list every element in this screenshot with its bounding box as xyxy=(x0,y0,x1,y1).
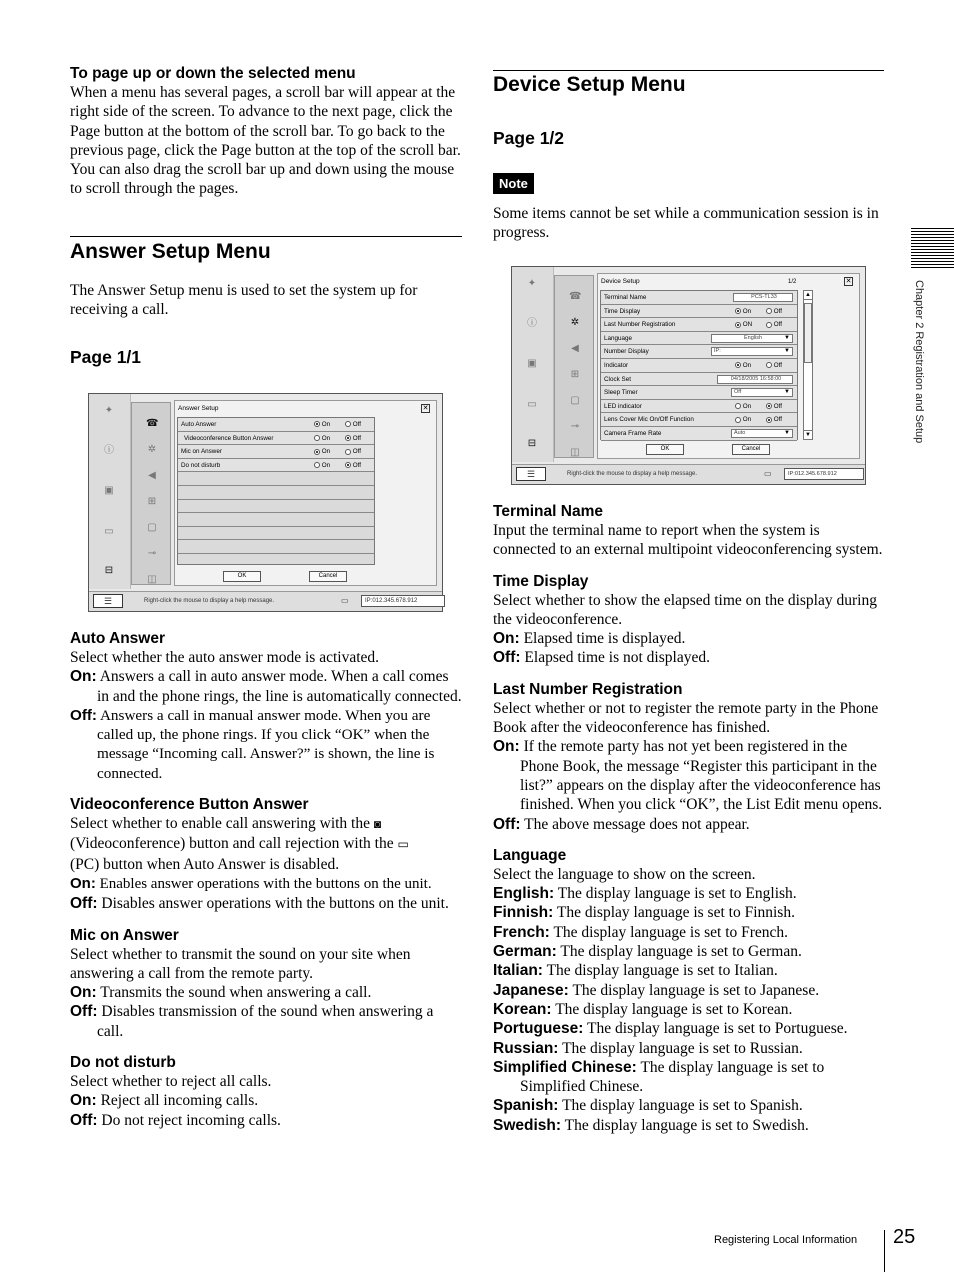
camera-icon: ✦ xyxy=(527,278,537,289)
cancel-button[interactable]: Cancel xyxy=(732,444,770,455)
language-item: Spanish: The display language is set to Spanish. xyxy=(493,1097,803,1115)
chapter-tab-label: Chapter 2 Registration and Setup xyxy=(913,280,925,444)
vc-button-heading: Videoconference Button Answer xyxy=(70,796,309,814)
info-icon: ⓘ xyxy=(104,445,114,456)
gear-icon: ✲ xyxy=(570,317,580,328)
ok-button[interactable]: OK xyxy=(223,571,261,582)
dropdown-icon: ▼ xyxy=(784,348,790,355)
language-item: Simplified Chinese: The display language is set to Simplified Chinese. xyxy=(493,1058,825,1096)
device-descriptions xyxy=(493,502,885,1135)
language-item: Swedish: The display language is set to Swedish. xyxy=(493,1116,809,1134)
last-number-on: On: If the remote party has not yet been registered in the Phone Book, the message “Register this participant in the list?” appears on the display after the videoconference has finished. When you click “OK”, the List Edit menu opens. xyxy=(493,738,883,814)
time-display-desc: Select whether to show the elapsed time on the display during the videoconference. xyxy=(493,591,877,628)
panel-title: Device Setup xyxy=(601,278,640,285)
help-message: Right-click the mouse to display a help message. xyxy=(144,598,275,604)
answer-page-label: Page 1/1 xyxy=(70,347,142,367)
dnd-heading: Do not disturb xyxy=(70,1054,176,1072)
answer-setup-screenshot xyxy=(88,393,443,612)
panel-title: Answer Setup xyxy=(178,405,219,412)
camera-icon: ✦ xyxy=(104,405,114,416)
answer-descriptions xyxy=(70,629,462,1130)
list-item[interactable]: LED indicator On Off xyxy=(601,400,797,414)
last-number-off: Off: The above message does not appear. xyxy=(493,815,750,833)
footer-section: Registering Local Information xyxy=(714,1234,858,1246)
close-icon[interactable]: ✕ xyxy=(422,405,429,412)
auto-answer-on: On: Answers a call in auto answer mode. When a call comes in and the phone rings, the line is automatically connected. xyxy=(70,668,462,705)
speaker-icon: ◀ xyxy=(571,343,579,354)
menu-list-icon[interactable]: ☰ xyxy=(93,594,123,608)
page-nav-text: When a menu has several pages, a scroll bar will appear at the right side of the screen. To advance to the next page, click the Page button at the bottom of the scroll bar. To go back to the previous page, click the Page button at the top of the scroll bar. You can also drag the scroll bar up and down using the mouse to scroll through the pages. xyxy=(70,84,461,198)
time-display-off: Off: Elapsed time is not displayed. xyxy=(493,649,710,667)
language-list xyxy=(493,884,885,1135)
mic-desc: Select whether to transmit the sound on your site when answering a call from the remote party. xyxy=(70,945,411,982)
picture-icon: ▣ xyxy=(527,358,537,369)
section-rule xyxy=(70,236,462,237)
screenshot-submenu xyxy=(554,275,594,458)
language-item: Japanese: The display language is set to Japanese. xyxy=(493,981,820,999)
mic-off: Off: Disables transmission of the sound when answering a call. xyxy=(70,1003,434,1040)
display-icon: ▢ xyxy=(147,522,157,533)
answer-setup-list xyxy=(177,417,375,565)
list-item[interactable]: Videoconference Button Answer On Off xyxy=(178,432,374,446)
phone-icon: ☎ xyxy=(146,418,159,429)
gear-icon: ✲ xyxy=(147,444,157,455)
scrollbar[interactable] xyxy=(803,290,813,440)
vc-button-off: Off: Disables answer operations with the buttons on the unit. xyxy=(70,895,449,913)
list-item[interactable]: Clock Set 04/18/2005 16:58:00 xyxy=(601,373,797,387)
empty-row xyxy=(178,500,374,514)
language-item: Portuguese: The display language is set to Portuguese. xyxy=(493,1020,848,1038)
dnd-off: Off: Do not reject incoming calls. xyxy=(70,1111,281,1129)
list-item[interactable]: Time Display On Off xyxy=(601,305,797,319)
device-setup-list xyxy=(600,290,798,440)
info-icon: ⓘ xyxy=(527,318,537,329)
list-item[interactable]: Indicator On Off xyxy=(601,359,797,373)
answer-setup-title: Answer Setup Menu xyxy=(70,240,271,263)
page-up-icon[interactable]: ▲ xyxy=(805,292,811,298)
keyboard-icon: ▭ xyxy=(527,399,537,410)
device-page-label: Page 1/2 xyxy=(493,128,565,148)
list-item[interactable]: Lens Cover Mic On/Off Function On Off xyxy=(601,413,797,427)
language-item: French: The display language is set to French. xyxy=(493,923,789,941)
terminal-name-desc: Input the terminal name to report when the system is connected to an external multipoint videoconferencing system. xyxy=(493,522,883,559)
list-item[interactable]: Sleep Timer Off ▼ xyxy=(601,386,797,400)
scroll-thumb[interactable] xyxy=(804,303,812,363)
toolbox-icon: ⊟ xyxy=(104,565,114,576)
time-display-heading: Time Display xyxy=(493,572,589,590)
toolbox-icon: ⊟ xyxy=(527,438,537,449)
picture-icon: ▣ xyxy=(104,485,114,496)
screenshot-sidebar xyxy=(512,267,554,462)
screenshot-submenu xyxy=(131,402,171,585)
menu-list-icon[interactable]: ☰ xyxy=(516,467,546,481)
list-item[interactable]: Camera Frame Rate Auto ▼ xyxy=(601,427,797,441)
page-down-icon[interactable]: ▼ xyxy=(805,432,811,438)
ip-address: IP:012.345.678.912 xyxy=(361,595,445,607)
left-column xyxy=(70,64,462,199)
footer-divider xyxy=(884,1230,885,1272)
key-icon: ⊸ xyxy=(570,421,580,432)
keyboard-icon: ▭ xyxy=(104,526,114,537)
key-icon: ⊸ xyxy=(147,548,157,559)
last-number-heading: Last Number Registration xyxy=(493,680,683,698)
list-item[interactable]: Do not disturb On Off xyxy=(178,459,374,473)
device-setup-panel xyxy=(597,273,860,459)
dnd-on: On: Reject all incoming calls. xyxy=(70,1092,259,1110)
language-item: Finnish: The display language is set to Finnish. xyxy=(493,904,795,922)
ip-address: IP:012.345.678.912 xyxy=(784,468,864,480)
phone-icon: ☎ xyxy=(569,291,582,302)
list-item[interactable]: Auto Answer On Off xyxy=(178,418,374,432)
answer-intro: The Answer Setup menu is used to set the system up for receiving a call. xyxy=(70,282,418,319)
language-desc: Select the language to show on the screen. xyxy=(493,865,756,883)
device-icon: ◫ xyxy=(570,447,580,458)
page-nav-heading: To page up or down the selected menu xyxy=(70,65,356,82)
section-rule xyxy=(493,70,884,71)
network-icon: ⊞ xyxy=(147,496,157,507)
vc-button-desc: Select whether to enable call answering with the ◙ (Videoconference) button and call rejection with the ▭ (PC) button when Auto Answer is disabled. xyxy=(70,815,409,873)
list-item[interactable]: Last Number Registration ON Off xyxy=(601,318,797,332)
screenshot-sidebar xyxy=(89,394,131,589)
auto-answer-desc: Select whether the auto answer mode is activated. xyxy=(70,649,380,666)
dropdown-icon: ▼ xyxy=(784,430,790,436)
auto-answer-heading: Auto Answer xyxy=(70,630,166,647)
dropdown-icon: ▼ xyxy=(784,334,790,341)
device-icon: ◫ xyxy=(147,574,157,585)
list-item[interactable]: Mic on Answer On Off xyxy=(178,445,374,459)
pc-icon: ▭ xyxy=(397,837,409,852)
language-item: English: The display language is set to English. xyxy=(493,885,797,903)
dropdown-icon: ▼ xyxy=(784,389,790,396)
language-heading: Language xyxy=(493,846,567,864)
mic-heading: Mic on Answer xyxy=(70,926,179,944)
empty-row xyxy=(178,486,374,500)
list-item[interactable]: Number Display IP: ▼ xyxy=(601,345,797,359)
close-icon[interactable]: ✕ xyxy=(845,278,852,285)
empty-row xyxy=(178,527,374,541)
speaker-icon: ◀ xyxy=(148,470,156,481)
dnd-desc: Select whether to reject all calls. xyxy=(70,1073,272,1091)
monitor-icon: ▭ xyxy=(341,596,349,605)
status-bar xyxy=(89,591,442,611)
language-item: German: The display language is set to German. xyxy=(493,943,802,961)
monitor-icon: ▭ xyxy=(764,469,772,478)
terminal-name-heading: Terminal Name xyxy=(493,503,603,520)
status-bar xyxy=(512,464,865,484)
page-indicator: 1/2 xyxy=(788,279,797,285)
empty-row xyxy=(178,513,374,527)
language-item: Russian: The display language is set to Russian. xyxy=(493,1039,803,1057)
device-setup-title: Device Setup Menu xyxy=(493,73,686,96)
empty-row xyxy=(178,540,374,554)
list-item[interactable]: Language English ▼ xyxy=(601,332,797,346)
videoconference-icon: ◙ xyxy=(373,817,382,832)
language-item: Italian: The display language is set to Italian. xyxy=(493,962,778,980)
mic-on: On: Transmits the sound when answering a call. xyxy=(70,984,372,1002)
help-message: Right-click the mouse to display a help message. xyxy=(567,471,698,477)
empty-row xyxy=(178,472,374,486)
cancel-button[interactable]: Cancel xyxy=(309,571,347,582)
time-display-on: On: Elapsed time is displayed. xyxy=(493,630,686,648)
vc-button-on: On: Enables answer operations with the buttons on the unit. xyxy=(70,874,432,892)
last-number-desc: Select whether or not to register the remote party in the Phone Book after the videoconference has finished. xyxy=(493,699,879,737)
chapter-tab-bars xyxy=(911,228,954,270)
list-item[interactable]: Terminal Name PCS-TL33 xyxy=(601,291,797,305)
ok-button[interactable]: OK xyxy=(646,444,684,455)
network-icon: ⊞ xyxy=(570,369,580,380)
auto-answer-off: Off: Answers a call in manual answer mode. When you are called up, the phone rings. If you click “OK” when the message “Incoming call. Answer?” is shown, the line is connected. xyxy=(70,706,435,782)
note-text: Some items cannot be set while a communication session is in progress. xyxy=(493,205,879,242)
note-badge: Note xyxy=(493,173,534,194)
page-number: 25 xyxy=(893,1226,916,1248)
display-icon: ▢ xyxy=(570,395,580,406)
device-setup-screenshot xyxy=(511,266,866,485)
answer-setup-panel xyxy=(174,400,437,586)
language-item: Korean: The display language is set to Korean. xyxy=(493,1000,793,1018)
